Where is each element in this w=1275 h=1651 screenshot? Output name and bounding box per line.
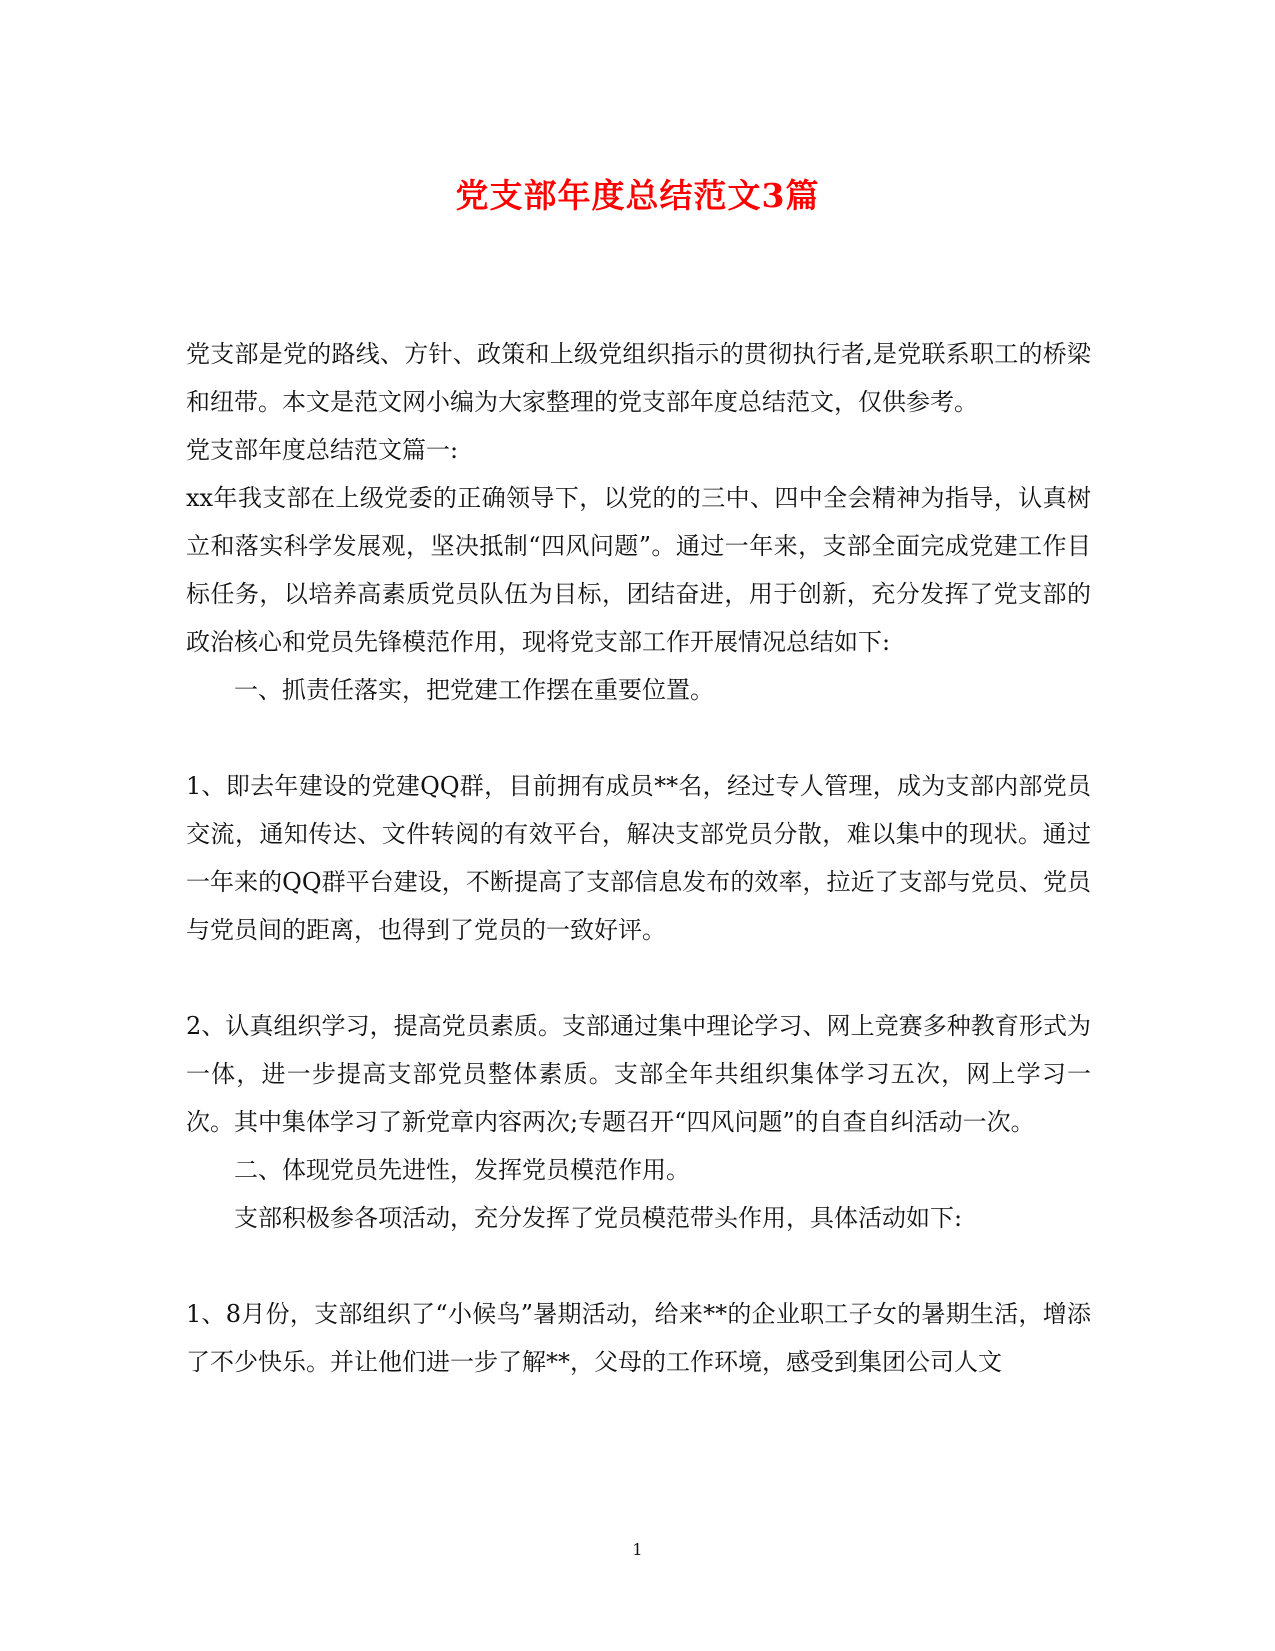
item-qq-group-paragraph: 1、即去年建设的党建QQ群，目前拥有成员**名，经过专人管理，成为支部内部党员交流，通知传达、文件转阅的有效平台，解决支部党员分散，难以集中的现状。通过一年来的QQ群平台建设，不断提高了支部信息发布的效率，拉近了支部与党员、党员与党员间的距离，也得到了党员的一致好评。 <box>186 772 1091 944</box>
section-heading-responsibility: 一、抓责任落实，把党建工作摆在重要位置。 <box>234 676 714 704</box>
section-heading-exemplary-role: 二、体现党员先进性，发挥党员模范作用。 <box>234 1156 690 1184</box>
activities-intro-paragraph: 支部积极参各项活动，充分发挥了党员模范带头作用，具体活动如下: <box>234 1204 963 1232</box>
intro-paragraph: 党支部是党的路线、方针、政策和上级党组织指示的贯彻执行者,是党联系职工的桥梁和纽带。本文是范文网小编为大家整理的党支部年度总结范文，仅供参考。 <box>186 340 1091 416</box>
section-heading-part-one: 党支部年度总结范文篇一: <box>186 436 459 464</box>
item-study-paragraph: 2、认真组织学习，提高党员素质。支部通过集中理论学习、网上竞赛多种教育形式为一体，进一步提高支部党员整体素质。支部全年共组织集体学习五次，网上学习一次。其中集体学习了新党章内容两次;专题召开“四风问题”的自查自纠活动一次。 <box>186 1012 1091 1136</box>
document-body <box>186 330 1091 1386</box>
page-number: 1 <box>632 1540 643 1559</box>
summary-paragraph: xx年我支部在上级党委的正确领导下，以党的的三中、四中全会精神为指导，认真树立和落实科学发展观，坚决抵制“四风问题”。通过一年来，支部全面完成党建工作目标任务，以培养高素质党员队伍为目标，团结奋进，用于创新，充分发挥了党支部的政治核心和党员先锋模范作用，现将党支部工作开展情况总结如下: <box>186 484 1091 656</box>
document-title: 党支部年度总结范文3篇 <box>455 176 820 215</box>
item-summer-activity-paragraph: 1、8月份，支部组织了“小候鸟”暑期活动，给来**的企业职工子女的暑期生活，增添了不少快乐。并让他们进一步了解**，父母的工作环境，感受到集团公司人文 <box>186 1300 1091 1376</box>
